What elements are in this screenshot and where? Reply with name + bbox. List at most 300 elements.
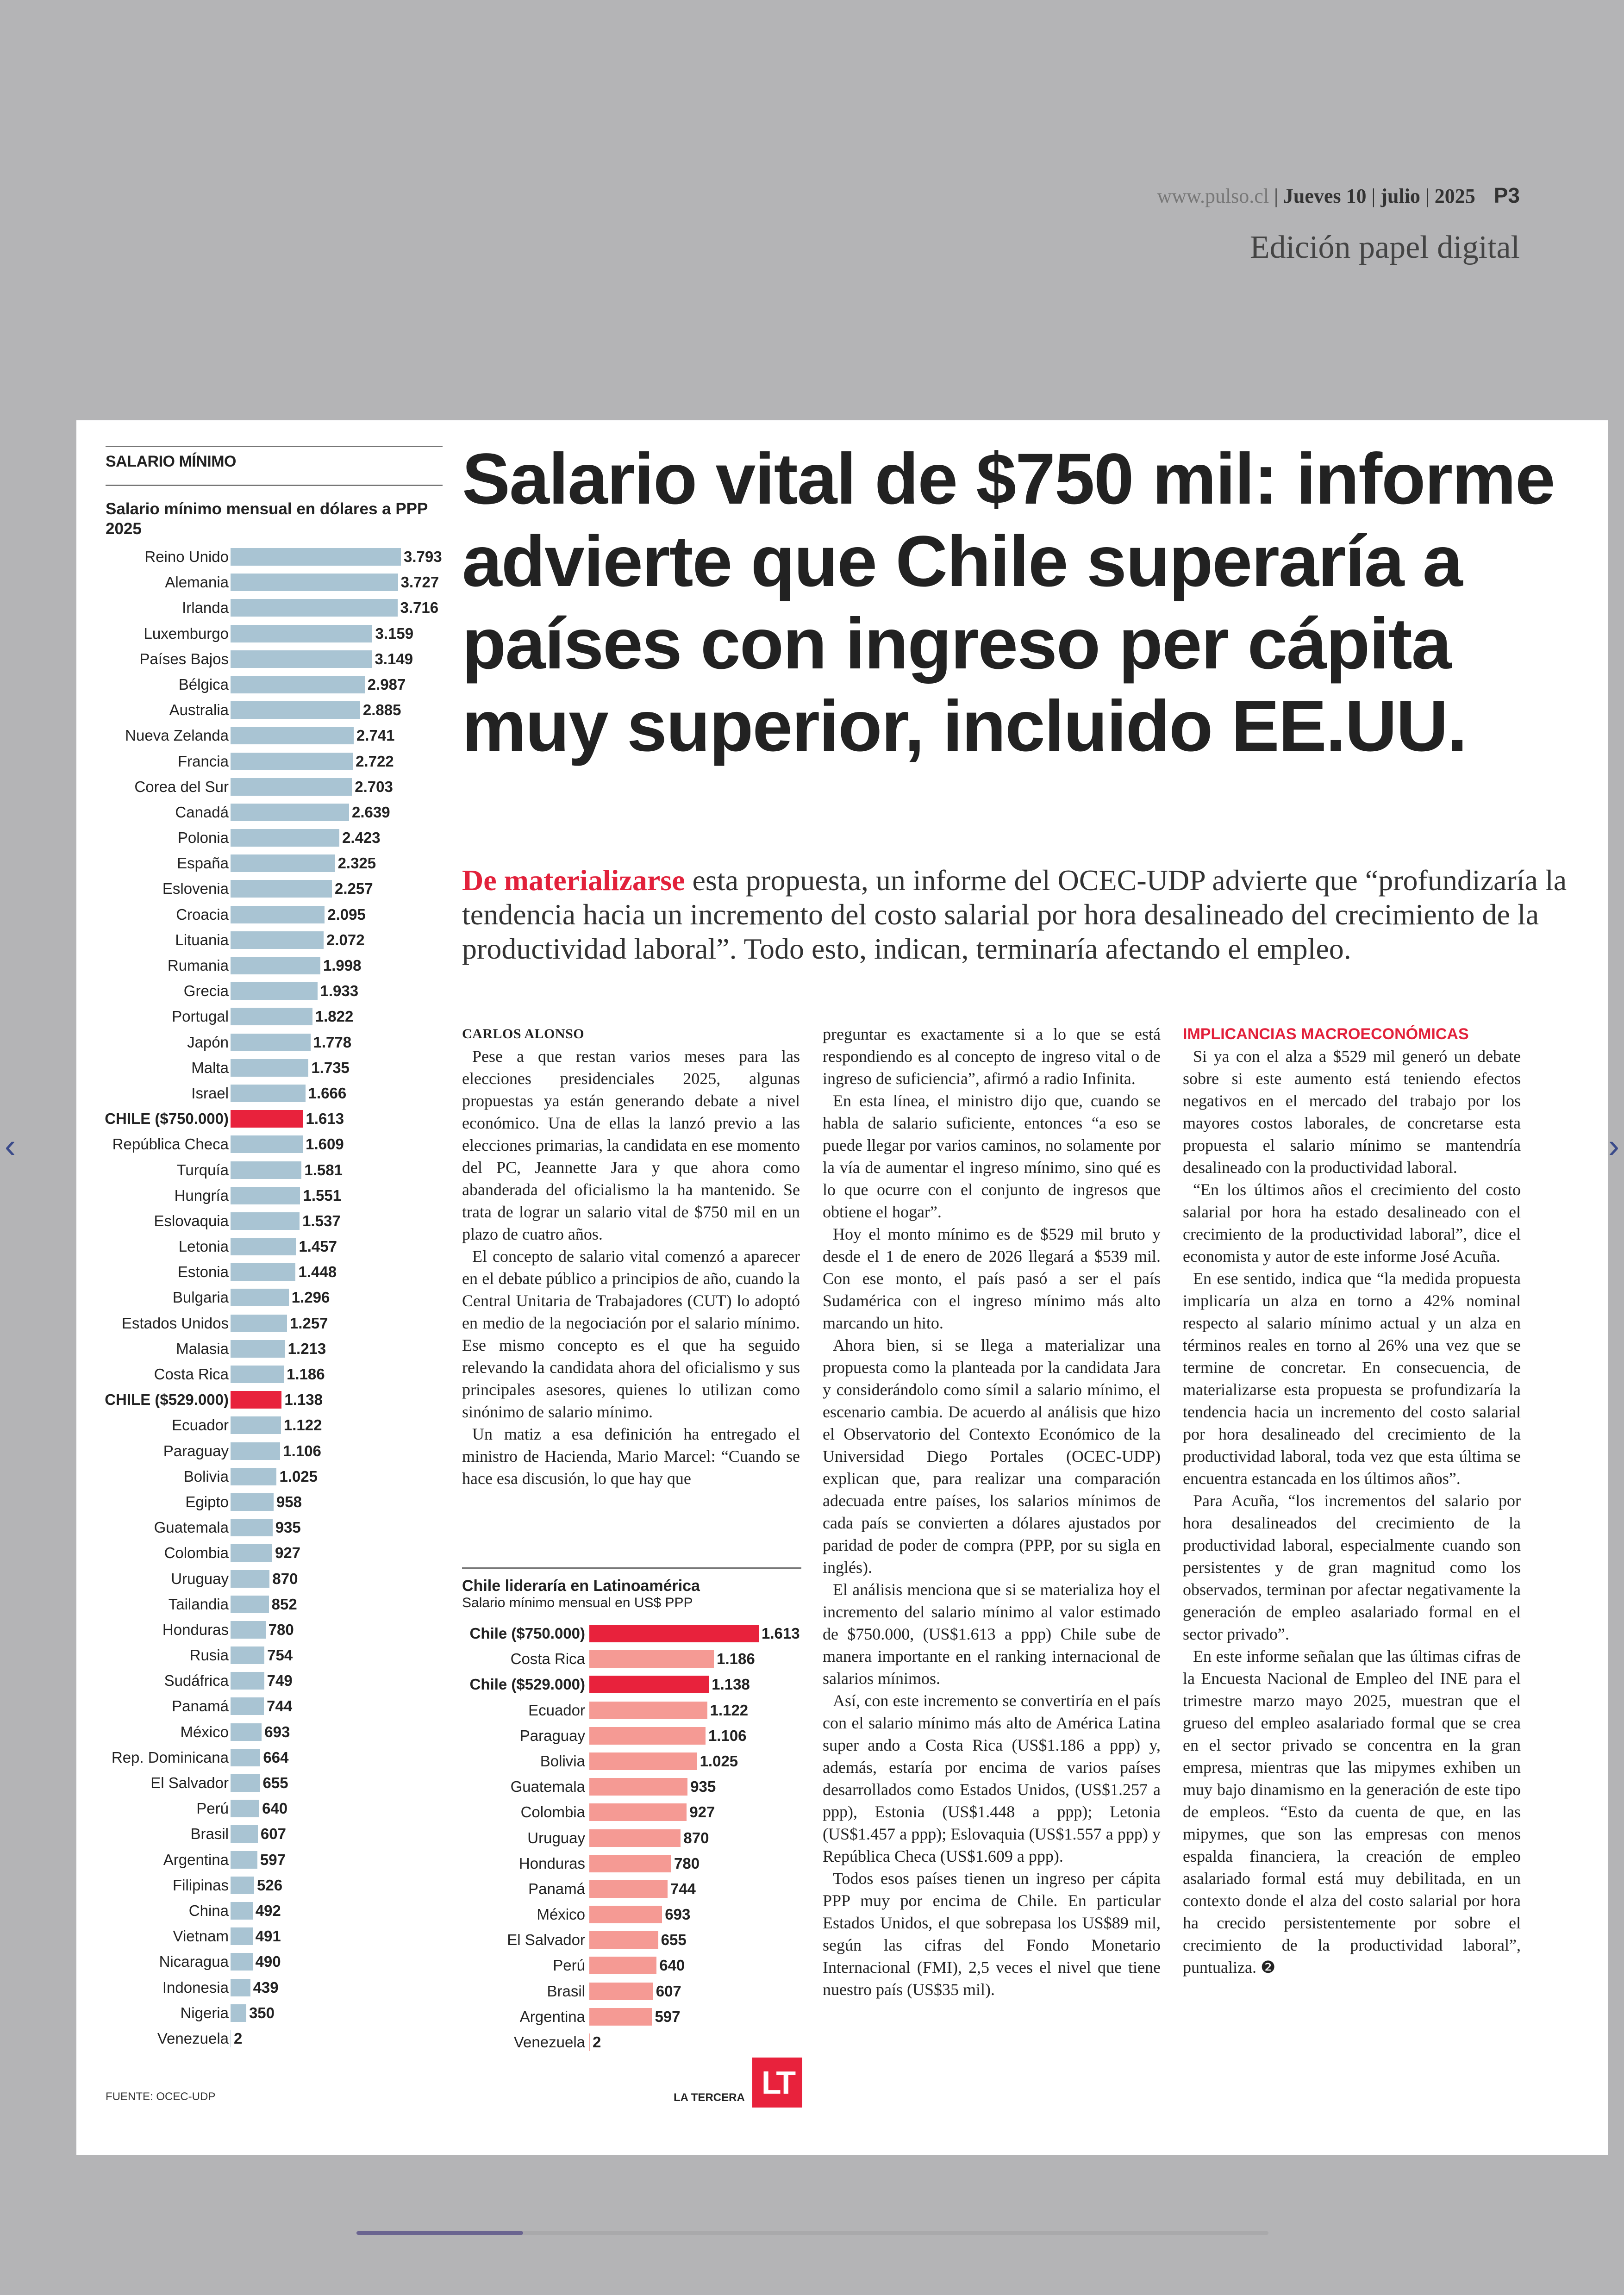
bar [231,1263,295,1281]
bar-category-label: Canadá [175,803,229,821]
bar-value-label: 1.138 [284,1391,323,1409]
paragraph: “En los últimos años el crecimiento del costo salarial por hora ha estado desalineado con el crecimiento de la productividad laboral”, dice el economista y autor de este informe José Acuña. [1183,1180,1521,1266]
bar-row [462,1979,801,2004]
bar-row [106,1515,443,1540]
bar-row [462,1672,801,1697]
bar-value-label: 780 [268,1621,294,1638]
bar-value-label: 3.727 [400,574,439,591]
bar-row [106,1873,443,1898]
bar-value-label: 744 [670,1880,696,1897]
bar-row [106,749,443,774]
bar-row [106,1336,443,1362]
bar-category-label: Letonia [178,1238,229,1255]
paragraph: El análisis menciona que si se materializa hoy el incremento del salario mínimo al valor estimado de $750.000, (US$1.613 a ppp) Chile sube de manera importante en el ranking internacional de salarios mínimos. [823,1580,1161,1688]
bar-category-label: Malta [191,1059,229,1076]
bar-category-label: Filipinas [172,1876,229,1894]
bar [589,2033,590,2051]
bar-row [106,1796,443,1821]
bar [231,1493,274,1511]
bar-row [106,1132,443,1157]
horizontal-scrollbar[interactable] [356,2231,1268,2235]
bar-category-label: Ecuador [528,1701,585,1719]
bar [231,1697,264,1715]
bar-value-label: 693 [665,1906,691,1923]
header-day: Jueves 10 [1283,185,1367,207]
bar-category-label: Perú [196,1800,229,1817]
bar [231,599,398,617]
bar-row [462,2004,801,2030]
bar [231,1135,303,1153]
bar-category-label: China [188,1902,229,1919]
bar-row [462,1851,801,1877]
bar-category-label: Rumania [167,957,229,974]
bar-value-label: 350 [249,2004,275,2021]
bar-row [106,1924,443,1949]
chart-subtitle: Salario mínimo mensual en US$ PPP [462,1595,693,1610]
bar-value-label: 3.159 [375,624,414,642]
bar [231,1953,253,1971]
bar [231,1442,280,1460]
bar-row [106,1490,443,1515]
paragraph: Todos esos países tienen un ingreso per cápita PPP muy por encima de Chile. En particular Estados Unidos, el que sobrepasa los US$89 mil, según las cifras del Fondo Monetario Internacional (FMI), 2,5 veces el nivel que tiene nuestro país (US$35 mil). [823,1869,1161,1999]
bar-value-label: 1.106 [708,1727,747,1744]
bar-category-label: Luxemburgo [144,624,229,642]
bar-category-label: Portugal [172,1008,229,1025]
bar-row [106,1209,443,1234]
chart-title: Salario mínimo mensual en dólares a PPP 2025 [106,500,428,538]
bar-category-label: Estonia [177,1263,229,1281]
bar-row [106,1694,443,1719]
bar [231,957,320,974]
bar-category-label: Egipto [185,1493,229,1510]
next-page-arrow-icon[interactable]: › [1608,1128,1619,1165]
paragraph: Si ya con el alza a $529 mil generó un debate sobre si este aumento está teniendo efectos negativos en el mercado del trabajo por los mayores costos laborales, de concretarse esta propuesta el salario mínimo se mantendría desalineado con la productividad laboral. [1183,1047,1521,1177]
bar-value-label: 490 [255,1953,281,1971]
bar-value-label: 1.213 [287,1340,326,1357]
bar-value-label: 693 [264,1723,290,1740]
bar-category-label: Uruguay [171,1570,229,1587]
bar-value-label: 2.703 [355,778,393,795]
bar-category-label: Venezuela [513,2033,585,2051]
bar-category-label: Corea del Sur [134,778,229,795]
bar [231,829,339,847]
bar-row [462,1646,801,1672]
bar-value-label: 640 [659,1957,685,1974]
bar-row [106,698,443,723]
bar-value-label: 2 [593,2033,601,2051]
bar-row [462,1749,801,1774]
bar-value-label: 927 [275,1544,300,1562]
header-year: 2025 [1434,185,1475,207]
bar [231,1570,269,1588]
bar-category-label: Argentina [163,1851,229,1868]
section-subheading: IMPLICANCIAS MACROECONÓMICAS [1183,1025,1469,1043]
bar-row [462,2030,801,2055]
bar-category-label: Croacia [176,905,229,923]
bar-category-label: CHILE ($750.000) [105,1110,229,1128]
bar-category-label: Turquía [176,1161,229,1179]
headline: Salario vital de $750 mil: informe advierte que Chile superaría a países con ingreso per cápita muy superior, incluido EE.UU. [462,439,1555,767]
bar-category-label: República Checa [112,1135,229,1153]
paragraph: Pese a que restan varios meses para las elecciones presidenciales 2025, algunas propuestas ya están generando debate a nivel económico. Una de ellas la lanzó previo a las elecciones primarias, la candidata en ese momento del PC, Jeannette Jara y que ahora como abanderada del oficialismo la ha mantenido. Se trata de lograr un salario vital de $750 mil en un plazo de cuatro años. [462,1047,800,1243]
chart-title: Chile lideraría en Latinoamérica [462,1577,700,1595]
bar-value-label: 1.609 [306,1135,344,1153]
bar-category-label: Bélgica [178,675,229,693]
bar-category-label: Venezuela [157,2029,229,2047]
bar-value-label: 1.933 [320,982,359,1000]
bar-row [106,979,443,1004]
paragraph: preguntar es exactamente si a lo que se está respondiendo es al concepto de ingreso vital o de ingreso de suficiencia”, afirmó a radio Infinita. [823,1025,1161,1088]
bar-category-label: Hungría [174,1186,229,1204]
bar-value-label: 2 [234,2029,243,2047]
bar-row [106,953,443,979]
bar-category-label: Costa Rica [154,1366,229,1383]
edition-label: Edición papel digital [1249,230,1520,265]
bar-row [106,800,443,825]
bar-category-label: Paraguay [163,1442,229,1459]
bar [231,1315,287,1332]
bar-category-label: Uruguay [527,1829,585,1846]
bar-row [106,1847,443,1873]
bar [231,854,335,872]
bar-row [106,1387,443,1413]
bar [231,1672,264,1690]
bar-row [106,1898,443,1924]
bar-row [462,1877,801,1902]
paragraph: En esta línea, el ministro dijo que, cuando se habla de salario suficiente, entonces “a eso se puede llegar por varios caminos, no solamente por la vía de aumentar el ingreso mínimo, sino qué es lo que ocurre con el conjunto de ingresos que obtiene el hogar”. [823,1091,1161,1221]
bar-row [462,1800,801,1825]
bar-category-label: Bulgaria [172,1289,229,1306]
bar-category-label: Ecuador [172,1416,229,1434]
bar [231,1800,259,1817]
paragraph: Ahora bien, si se llega a materializar una propuesta como la planteada por la candidata Jara y considerándolo como símil a salario mínimo, el escenario cambia. De acuerdo al análisis que hizo el Observatorio del Contexto Económico de la Universidad Diego Portales (OCEC-UDP) explican que, para realizar una comparación adecuada entre países, los salarios mínimos de cada país se convierten a dólares ajustados por paridad de poder de compra (PPP, por su sigla en inglés). [823,1336,1161,1577]
bar-row [106,2001,443,2026]
bar [231,548,401,566]
bar-value-label: 607 [260,1825,286,1843]
bar-value-label: 2.722 [356,752,394,770]
bar [589,1778,687,1796]
bar-row [106,1158,443,1183]
bar-category-label: Panamá [528,1880,585,1897]
bar-row [106,1004,443,1029]
bar-category-label: Francia [177,752,229,770]
header-month: julio [1380,185,1420,207]
bar [231,906,325,923]
bar-value-label: 526 [257,1876,283,1894]
bar [231,625,372,642]
bar-value-label: 1.457 [299,1238,337,1255]
paragraph: Así, con este incremento se convertiría en el país con el salario mínimo más alto de América Latina super ando a Costa Rica (US$1.186 a ppp) y, además, estaría por encima de varios países desarrollados como Estados Unidos, (US$1.257 a ppp), Estonia (US$1.448 a ppp); Letonia (US$1.457 a ppp); Eslovaquia (US$1.557 a ppp) y República Checa (US$1.609 a ppp). [823,1691,1161,1865]
bar-category-label: Bolivia [183,1467,229,1485]
bar-category-label: Indonesia [162,1978,229,1996]
bar-row [462,1953,801,1978]
bar [231,1902,253,1920]
bar-value-label: 1.778 [313,1033,352,1051]
bar-value-label: 2.741 [356,727,395,744]
bar [231,982,318,1000]
bar-value-label: 1.998 [323,957,362,974]
bar-value-label: 655 [661,1931,687,1949]
newspaper-page [76,420,1608,2155]
bar-value-label: 1.138 [712,1676,750,1693]
brand-name: LA TERCERA [674,2091,745,2104]
bar-row [106,1055,443,1081]
bar-value-label: 1.537 [302,1212,341,1229]
article-column-1 [462,1023,800,1490]
bar-value-label: 1.122 [710,1701,749,1719]
lede-text: esta propuesta, un informe del OCEC-UDP advierte que “profundizaría la tendencia hacia un incremento del costo salarial por hora desalineado del crecimiento de la productividad laboral”. Todo esto, indican, terminaría afectando el empleo. [462,864,1567,965]
bar [231,1034,311,1051]
page-number: P3 [1493,183,1520,207]
bar-row [106,1260,443,1285]
bar [231,1851,257,1869]
divider [462,1567,801,1569]
bar-value-label: 2.885 [362,701,401,719]
bar [231,650,372,668]
bar-value-label: 492 [255,1902,281,1919]
bar-value-label: 1.186 [717,1650,755,1668]
bar-category-label: Argentina [519,2008,585,2025]
bar [231,778,352,796]
bar-value-label: 655 [262,1774,288,1791]
bar [231,1979,250,1996]
bar [231,1927,253,1945]
bar-category-label: Eslovenia [162,880,229,898]
bar-row [106,570,443,595]
bar [589,1676,709,1693]
bar-category-label: Japón [187,1033,229,1051]
bar-row [106,774,443,800]
bar-value-label: 640 [262,1800,288,1817]
bar-value-label: 852 [271,1595,297,1613]
bar-row [106,876,443,902]
bar-value-label: 1.666 [308,1084,347,1102]
paragraph: Para Acuña, “los incrementos del salario por hora desalineados del crecimiento de la productividad laboral, especialmente cuando son persistentes y de gran magnitud como los observados, terminan por afectar negativamente la generación de empleo asalariado formal en el sector privado”. [1183,1491,1521,1643]
bar-row [106,1566,443,1592]
bar [231,1877,254,1894]
bar-row [106,1771,443,1796]
bar-value-label: 1.581 [304,1161,343,1179]
bar [231,1596,269,1613]
lede [462,863,1592,966]
bar-category-label: Eslovaquia [154,1212,229,1229]
bar [589,1880,668,1898]
bar [589,2008,652,2026]
bar-category-label: Grecia [183,982,229,1000]
divider [106,485,443,486]
bar-row [106,647,443,672]
bar-row [106,1745,443,1771]
bar-category-label: Australia [169,701,229,719]
bar-row [106,1949,443,1975]
bar-value-label: 2.095 [327,905,366,923]
bar-value-label: 607 [656,1982,681,2000]
bar-value-label: 491 [255,1927,281,1945]
la-tercera-logo: LT [752,2058,802,2108]
bar-value-label: 2.423 [342,829,381,847]
bar-row [462,1621,801,1646]
bar-row [106,1720,443,1745]
bar-list [462,1621,801,2055]
bar [231,1212,300,1230]
article-column-3 [1183,1023,1521,1978]
bar-value-label: 935 [690,1778,716,1796]
bar-row [106,1081,443,1106]
bar-row [106,1439,443,1464]
bar-value-label: 1.551 [303,1186,342,1204]
paragraph: Hoy el monto mínimo es de $529 mil bruto y desde el 1 de enero de 2026 llegará a $539 mil. Con ese monto, el país pasó a ser el país Sudamérica con el ingreso mínimo más alto marcando un hito. [823,1225,1161,1332]
bar [231,1366,284,1383]
bar-category-label: Honduras [518,1854,585,1872]
bar-row [106,1106,443,1132]
bar-value-label: 597 [655,2008,681,2025]
bar-category-label: Costa Rica [510,1650,585,1668]
divider [106,446,443,447]
bar [231,1825,258,1843]
bar-row [462,1774,801,1800]
bar-value-label: 1.735 [311,1059,350,1076]
bar-value-label: 2.639 [352,803,390,821]
bar [231,1238,296,1255]
bar-row [106,1540,443,1566]
page-header-line: www.pulso.cl | Jueves 10 | julio | 2025 P3 [1157,183,1520,207]
bar-row [462,1723,801,1749]
bar [231,1289,289,1306]
bar-category-label: España [177,854,229,872]
bar-category-label: El Salvador [150,1774,229,1791]
bar-value-label: 1.613 [306,1110,344,1128]
bar-category-label: Panamá [172,1697,229,1715]
bar [231,1544,272,1562]
bar-list [106,544,443,2052]
bar-value-label: 664 [263,1748,289,1766]
bar-row [462,1902,801,1927]
bar-value-label: 870 [272,1570,298,1587]
bar-value-label: 927 [689,1803,715,1821]
bar [589,1702,707,1719]
bar-category-label: Guatemala [154,1519,229,1536]
bar [231,727,354,744]
bar-category-label: Países Bajos [139,650,229,667]
bar-category-label: Irlanda [182,599,229,617]
bar [589,1829,681,1847]
bar-category-label: Malasia [176,1340,229,1357]
bar-value-label: 439 [253,1978,279,1996]
bar-row [106,1617,443,1643]
bar-row [106,1643,443,1668]
site-url[interactable]: www.pulso.cl [1157,185,1269,207]
bar [231,931,324,949]
lede-lead: De materializarse [462,864,685,897]
bar-value-label: 2.325 [337,854,376,872]
bar-category-label: Tailandia [168,1595,229,1613]
bar-value-label: 3.716 [400,599,439,617]
prev-page-arrow-icon[interactable]: ‹ [5,1128,16,1165]
bar-category-label: El Salvador [507,1931,585,1949]
bar [231,1340,285,1358]
bar [589,1931,658,1949]
bar-row [106,1413,443,1438]
bar [589,1625,759,1642]
bar-category-label: Brasil [547,1982,585,2000]
bar-category-label: México [537,1906,585,1923]
bar-value-label: 749 [267,1672,293,1690]
bar-row [106,1362,443,1387]
bar [231,676,365,693]
bar-value-label: 1.122 [283,1416,322,1434]
bar-value-label: 780 [674,1854,700,1872]
bar [589,1727,706,1745]
bar-value-label: 2.072 [326,931,365,948]
bar [231,1085,306,1102]
bar [231,1621,266,1639]
bar [231,1161,301,1179]
bar [231,880,332,898]
bar [231,804,349,821]
bar-value-label: 1.822 [315,1008,354,1025]
bar [231,1468,276,1485]
bar-row [106,825,443,851]
bar [231,1187,300,1204]
latam-chart [462,1567,801,2055]
bar [231,1749,260,1766]
bar-row [106,1592,443,1617]
bar-category-label: Paraguay [519,1727,585,1744]
section-label: SALARIO MÍNIMO [106,453,236,470]
bar-category-label: Honduras [162,1621,229,1638]
bar [231,1416,281,1434]
bar-value-label: 1.448 [298,1263,337,1281]
bar-value-label: 1.296 [291,1289,330,1306]
source-note: FUENTE: OCEC-UDP [106,2090,216,2103]
bar-category-label: Chile ($750.000) [469,1625,585,1642]
paragraph: En este informe señalan que las últimas cifras de la Encuesta Nacional de Empleo del INE para el trimestre marzo mayo 2025, muestran que el grueso del empleo asalariado formal que se crea en el sector privado se concentra en la gran empresa, mientras que las mipymes exhiben un muy bajo dinamismo en la generación de este tipo de empleos. “Esto da cuenta de que, en las mipymes, que son las empresas con menos espalda financiera, la creación de empleo asalariado formal está muy debilitada, en un contexto donde el alza del costo salarial por hora ha crecido persistentemente por sobre el crecimiento de la productividad laboral”, puntualiza. ❷ [1183,1647,1521,1977]
bar-category-label: Rep. Dominicana [111,1748,229,1766]
bar-row [106,2026,443,2052]
bar-row [106,1311,443,1336]
bar-category-label: Guatemala [510,1778,585,1796]
bar-category-label: Nicaragua [159,1953,229,1971]
bar-row [106,1234,443,1260]
bar [589,1650,714,1668]
bar-value-label: 2.257 [334,880,373,898]
bar-value-label: 1.025 [700,1752,738,1770]
bar-value-label: 1.025 [279,1467,318,1485]
bar-category-label: Alemania [165,574,229,591]
bar-value-label: 2.987 [367,675,406,693]
bar-row [106,851,443,876]
bar-row [106,595,443,621]
bar-category-label: Polonia [177,829,229,847]
bar-value-label: 1.257 [289,1314,328,1332]
bar [231,1391,281,1409]
bar-category-label: Nueva Zelanda [125,727,229,744]
bar-row [106,1668,443,1694]
bar-category-label: Estados Unidos [121,1314,229,1332]
byline: CARLOS ALONSO [462,1026,585,1041]
paragraph: En ese sentido, indica que “la medida propuesta implicaría un alza en torno a 42% nominal respecto al salario mínimo actual y un alza en términos reales en torno al 26% una vez que se termine de concretar. En consecuencia, de materializarse esta propuesta se profundizaría la tendencia hacia un incremento del costo salarial por hora desalineado del crecimiento de la productividad laboral, toda vez que esta última se encuentra estancada en los últimos años”. [1183,1269,1521,1488]
scrollbar-thumb[interactable] [356,2231,523,2235]
bar [231,574,398,591]
bar [589,1983,653,2000]
bar-value-label: 935 [275,1519,301,1536]
bar [231,1774,260,1792]
bar-row [106,902,443,928]
bar-category-label: Brasil [190,1825,229,1843]
bar [231,701,360,719]
bar-value-label: 3.793 [404,548,442,565]
bar [231,1519,273,1536]
